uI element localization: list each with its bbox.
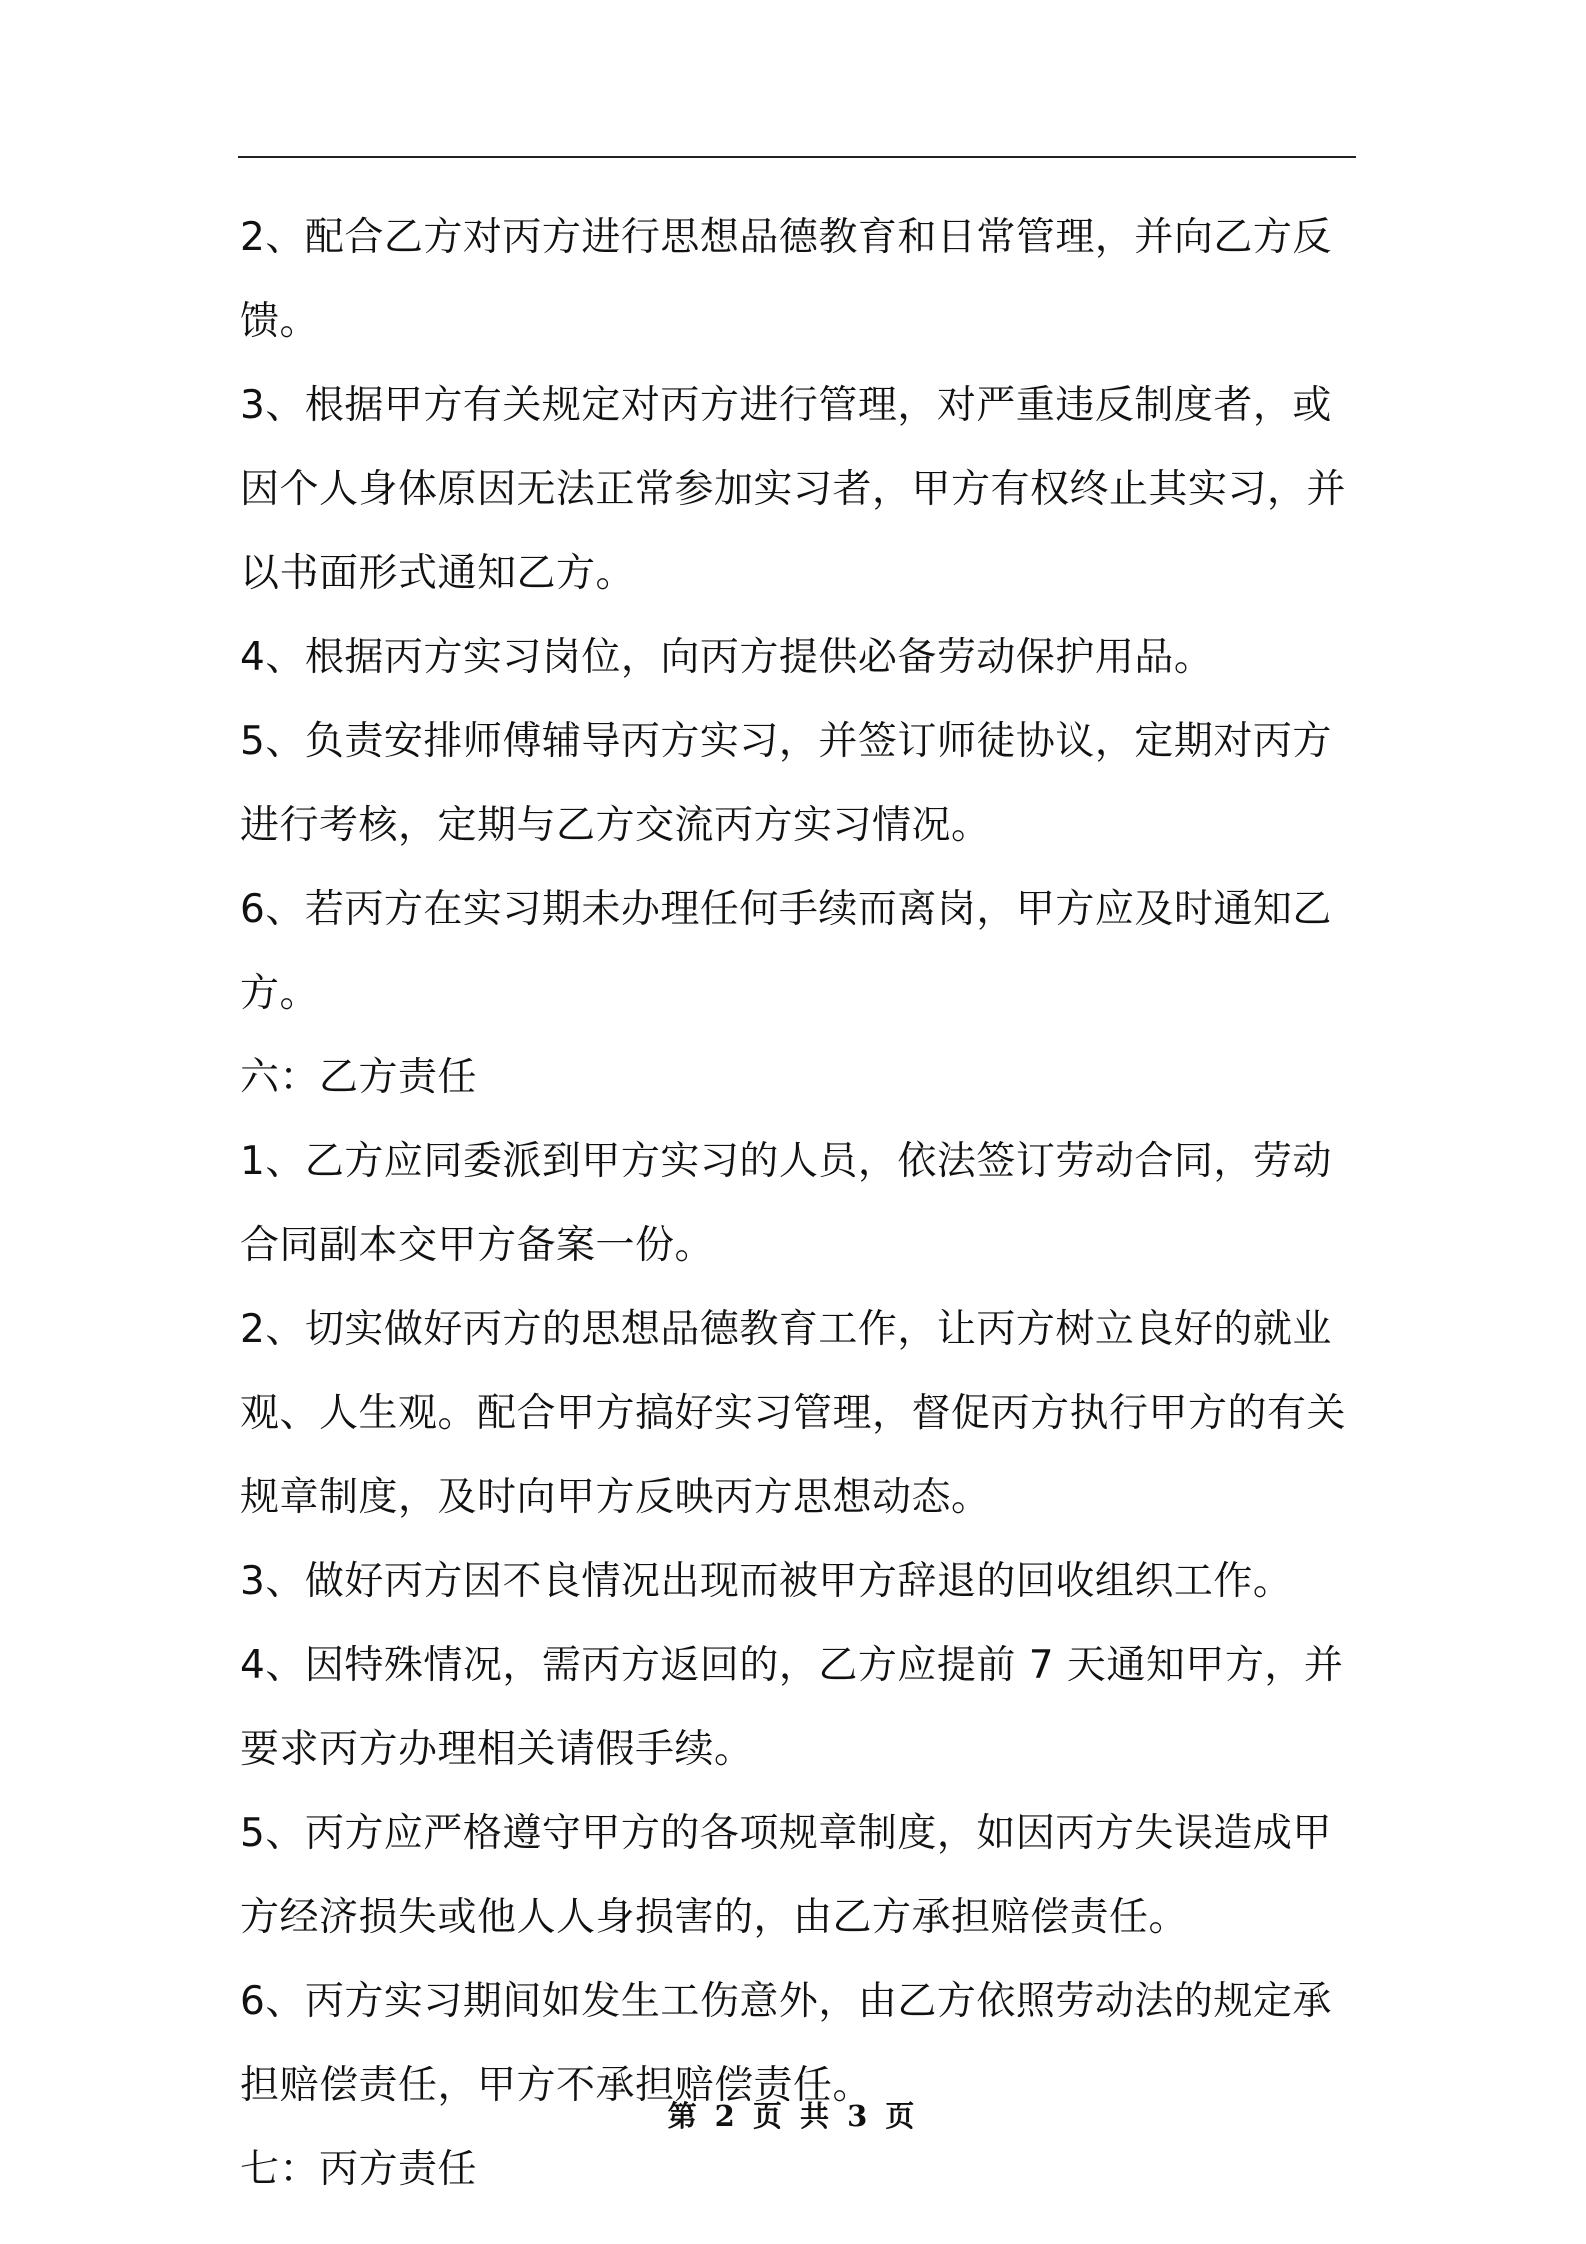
clause-paragraph: 5、负责安排师傅辅导丙方实习，并签订师徒协议，定期对丙方进行考核，定期与乙方交流丙方实习情况。 (240, 719, 1332, 848)
clause-paragraph: 2、切实做好丙方的思想品德教育工作，让丙方树立良好的就业观、人生观。配合甲方搞好实习管理，督促丙方执行甲方的有关规章制度，及时向甲方反映丙方思想动态。 (240, 1307, 1347, 1520)
page-number: 第 2 页 共 3 页 (667, 2099, 919, 2133)
clause-paragraph: 4、因特殊情况，需丙方返回的，乙方应提前 7 天通知甲方，并要求丙方办理相关请假手续。 (240, 1643, 1344, 1772)
clause-paragraph: 3、做好丙方因不良情况出现而被甲方辞退的回收组织工作。 (240, 1559, 1293, 1604)
section-heading: 六：乙方责任 (240, 1055, 478, 1100)
clause-paragraph: 6、若丙方在实习期未办理任何手续而离岗，甲方应及时通知乙方。 (240, 887, 1332, 1016)
section-heading: 七：丙方责任 (240, 2147, 478, 2192)
clause-paragraph: 3、根据甲方有关规定对丙方进行管理，对严重违反制度者，或因个人身体原因无法正常参加实习者，甲方有权终止其实习，并以书面形式通知乙方。 (240, 383, 1347, 596)
clause-paragraph: 5、丙方应严格遵守甲方的各项规章制度，如因丙方失误造成甲方经济损失或他人人身损害的，由乙方承担赔偿责任。 (240, 1811, 1332, 1940)
document-body (240, 196, 1358, 2212)
clause-paragraph: 6、丙方实习期间如发生工伤意外，由乙方依照劳动法的规定承担赔偿责任，甲方不承担赔偿责任。 (240, 1979, 1332, 2108)
header-divider (238, 156, 1356, 158)
clause-paragraph: 2、配合乙方对丙方进行思想品德教育和日常管理，并向乙方反馈。 (240, 215, 1332, 344)
clause-paragraph: 1、乙方应同委派到甲方实习的人员，依法签订劳动合同，劳动合同副本交甲方备案一份。 (240, 1139, 1332, 1268)
clause-paragraph: 4、根据丙方实习岗位，向丙方提供必备劳动保护用品。 (240, 635, 1214, 680)
